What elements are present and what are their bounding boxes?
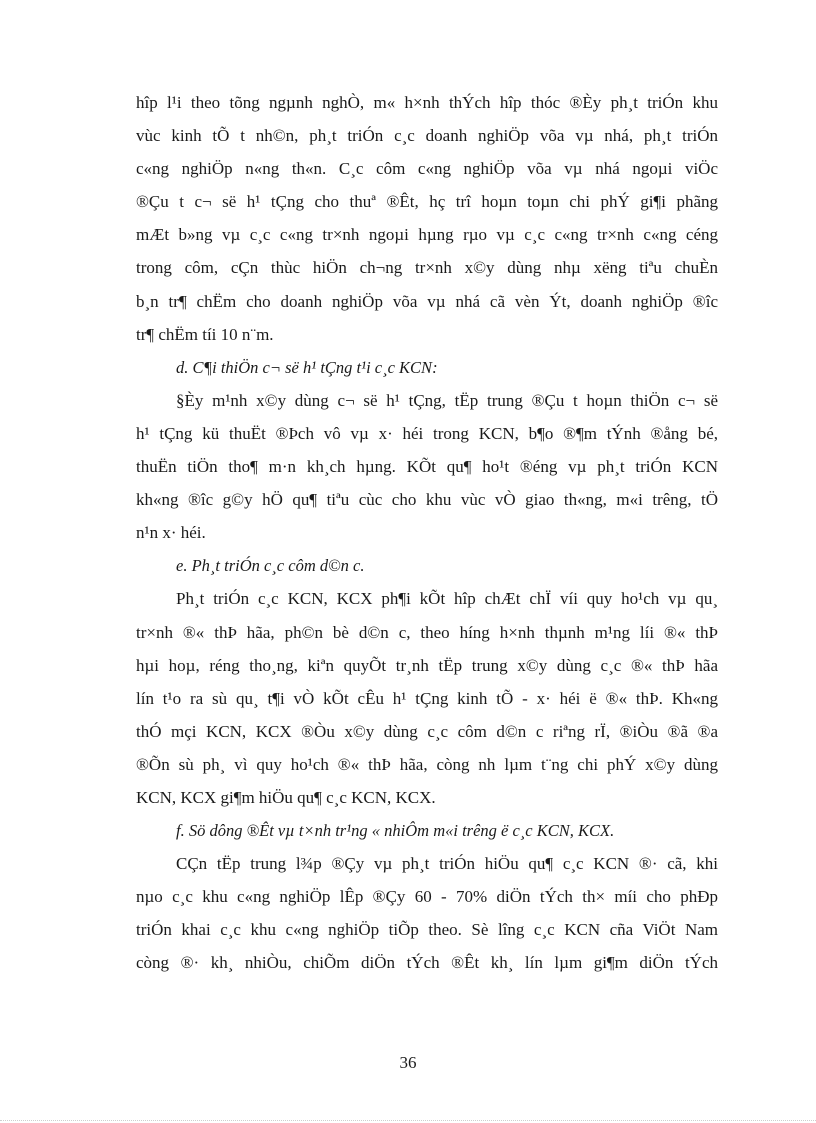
body-text bbox=[136, 86, 718, 980]
text-line: KCN, KCX gi¶m hiÖu qu¶ c¸c KCN, KCX. bbox=[136, 787, 436, 807]
page-number: 36 bbox=[399, 1053, 417, 1072]
text-line: b¸n tr¶ chËm cho doanh nghiÖp võa vµ nhá cã vèn Ýt, doanh nghiÖp ®îc bbox=[136, 291, 718, 311]
text-line: h¹ tÇng kü thuËt ®Þch vô vµ x· héi trong KCN, b¶o ®¶m tÝnh ®ång bé, bbox=[136, 423, 718, 443]
text-line: CÇn tËp trung l¾p ®Çy vµ ph¸t triÓn hiÖu qu¶ c¸c KCN ®· cã, khi bbox=[176, 854, 718, 874]
text-line: ®Çu t c¬ së h¹ tÇng cho thuª ®Êt, hç trî hoµn toµn chi phÝ gi¶i phãng bbox=[136, 192, 718, 212]
text-line: ®Õn sù ph¸ vì quy ho¹ch ®« thÞ hãa, còng nh lµm t¨ng chi phÝ x©y dùng bbox=[136, 754, 718, 774]
section-heading-f: f. Sö dông ®Êt vµ t×nh tr¹ng « nhiÔm m«i trêng ë c¸c KCN, KCX. bbox=[176, 821, 615, 841]
text-line: còng ®· kh¸ nhiÒu, chiÕm diÖn tÝch ®Êt kh¸ lín lµm gi¶m diÖn tÝch bbox=[136, 953, 718, 973]
text-line: thÓ mçi KCN, KCX ®Òu x©y dùng c¸c côm d©n c riªng rÏ, ®iÒu ®ã ®a bbox=[136, 721, 718, 741]
text-line: mÆt b»ng vµ c¸c c«ng tr×nh ngoµi hµng rµo vµ c¸c c«ng tr×nh c«ng céng bbox=[136, 225, 718, 245]
section-heading-e: e. Ph¸t triÓn c¸c côm d©n c. bbox=[176, 556, 365, 576]
text-line: hµi hoµ, réng tho¸ng, kiªn quyÕt tr¸nh tËp trung x©y dùng c¸c ®« thÞ hãa bbox=[136, 655, 718, 675]
text-line: Ph¸t triÓn c¸c KCN, KCX ph¶i kÕt hîp chÆt chÏ víi quy ho¹ch vµ qu¸ bbox=[176, 589, 718, 609]
text-line: triÓn khai c¸c khu c«ng nghiÖp tiÕp theo. Sè lîng c¸c KCN cña ViÖt Nam bbox=[136, 920, 718, 940]
text-line: nµo c¸c khu c«ng nghiÖp lÊp ®Çy 60 - 70% diÖn tÝch th× míi cho phÐp bbox=[136, 887, 718, 907]
text-line: trong côm, cÇn thùc hiÖn ch¬ng tr×nh x©y dùng nhµ xëng tiªu chuÈn bbox=[136, 258, 718, 278]
section-heading-d: d. C¶i thiÖn c¬ së h¹ tÇng t¹i c¸c KCN: bbox=[176, 357, 438, 377]
text-line: thuËn tiÖn tho¶ m·n kh¸ch hµng. KÕt qu¶ ho¹t ®éng vµ ph¸t triÓn KCN bbox=[136, 457, 718, 477]
text-line: n¹n x· héi. bbox=[136, 523, 206, 543]
text-line: lín t¹o ra sù qu¸ t¶i vÒ kÕt cÊu h¹ tÇng kinh tÕ - x· héi ë ®« thÞ. Kh«ng bbox=[136, 688, 718, 708]
text-line: §Èy m¹nh x©y dùng c¬ së h¹ tÇng, tËp trung ®Çu t hoµn thiÖn c¬ së bbox=[176, 390, 718, 410]
text-line: hîp l¹i theo tõng ngµnh nghÒ, m« h×nh thÝch hîp thóc ®Èy ph¸t triÓn khu bbox=[136, 93, 718, 112]
text-line: tr×nh ®« thÞ hãa, ph©n bè d©n c, theo híng h×nh thµnh m¹ng líi ®« thÞ bbox=[136, 622, 718, 642]
text-line: vùc kinh tÕ t nh©n, ph¸t triÓn c¸c doanh nghiÖp võa vµ nhá, ph¸t triÓn bbox=[136, 126, 718, 146]
text-line: kh«ng ®îc g©y hÖ qu¶ tiªu cùc cho khu vùc vÒ giao th«ng, m«i trêng, tÖ bbox=[136, 490, 718, 510]
footer-divider bbox=[0, 1120, 816, 1121]
text-line: tr¶ chËm tíi 10 n¨m. bbox=[136, 324, 274, 344]
text-line: c«ng nghiÖp n«ng th«n. C¸c côm c«ng nghiÖp võa vµ nhá ngoµi viÖc bbox=[136, 159, 718, 179]
